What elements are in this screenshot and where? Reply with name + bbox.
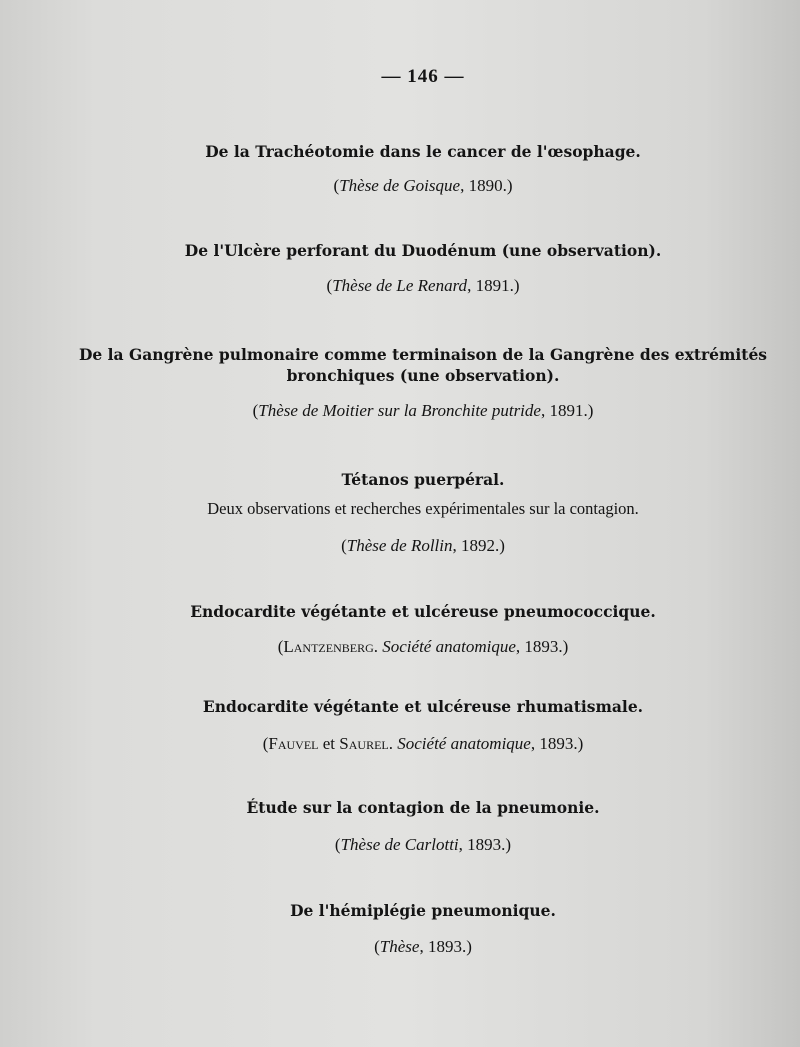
entry-title: Tétanos puerpéral. — [341, 470, 505, 489]
citation-source: Thèse de Le Renard — [332, 276, 468, 295]
citation-source: Société anatomique — [382, 637, 516, 656]
publication-entry — [0, 344, 800, 386]
publication-entry — [0, 240, 800, 261]
entry-title: Endocardite végétante et ulcéreuse rhumatismale. — [202, 697, 644, 716]
entry-title: De l'hémiplégie pneumonique. — [290, 901, 556, 920]
citation-source: Thèse de Rollin — [346, 536, 453, 555]
citation-source: Thèse de Moitier sur la Bronchite putride — [258, 401, 541, 420]
entry-citation: (Lantzenberg. Société anatomique, 1893.) — [277, 637, 569, 656]
page-number: — 146 — — [381, 66, 465, 87]
publication-entry — [0, 696, 800, 717]
publication-entry — [0, 601, 800, 622]
citation-author: Fauvel — [268, 734, 319, 753]
entry-citation: (Thèse de Goisque, 1890.) — [333, 176, 513, 195]
publication-entry — [0, 900, 800, 921]
publication-entry — [0, 797, 800, 818]
entry-title: Étude sur la contagion de la pneumonie. — [246, 798, 600, 817]
entry-citation: (Thèse de Rollin, 1892.) — [341, 536, 505, 555]
entry-citation: (Thèse de Le Renard, 1891.) — [326, 276, 520, 295]
entry-citation: (Fauvel et Saurel. Société anatomique, 1893.) — [262, 734, 584, 753]
citation-source: Thèse — [379, 937, 420, 956]
publication-entry — [0, 469, 800, 490]
entry-title — [73, 344, 773, 386]
entry-title-line: De la Gangrène pulmonaire comme terminaison de la Gangrène des extrémités — [78, 345, 768, 364]
citation-source: Thèse de Goisque — [339, 176, 461, 195]
citation-source: Société anatomique — [397, 734, 531, 753]
entry-title: Endocardite végétante et ulcéreuse pneumococcique. — [190, 602, 656, 621]
citation-author: Saurel — [339, 734, 389, 753]
entry-title: De l'Ulcère perforant du Duodénum (une observation). — [184, 241, 662, 260]
entry-citation: (Thèse, 1893.) — [374, 937, 472, 956]
entry-title: De la Trachéotomie dans le cancer de l'œsophage. — [205, 142, 641, 161]
entry-title-line: bronchiques (une observation). — [286, 366, 560, 385]
entry-citation: (Thèse de Carlotti, 1893.) — [334, 835, 512, 854]
citation-source: Thèse de Carlotti — [340, 835, 459, 854]
entry-citation: (Thèse de Moitier sur la Bronchite putride, 1891.) — [252, 401, 594, 420]
publication-entry — [0, 141, 800, 162]
entry-description: Deux observations et recherches expérimentales sur la contagion. — [207, 499, 639, 518]
citation-author: Lantzenberg — [283, 637, 374, 656]
